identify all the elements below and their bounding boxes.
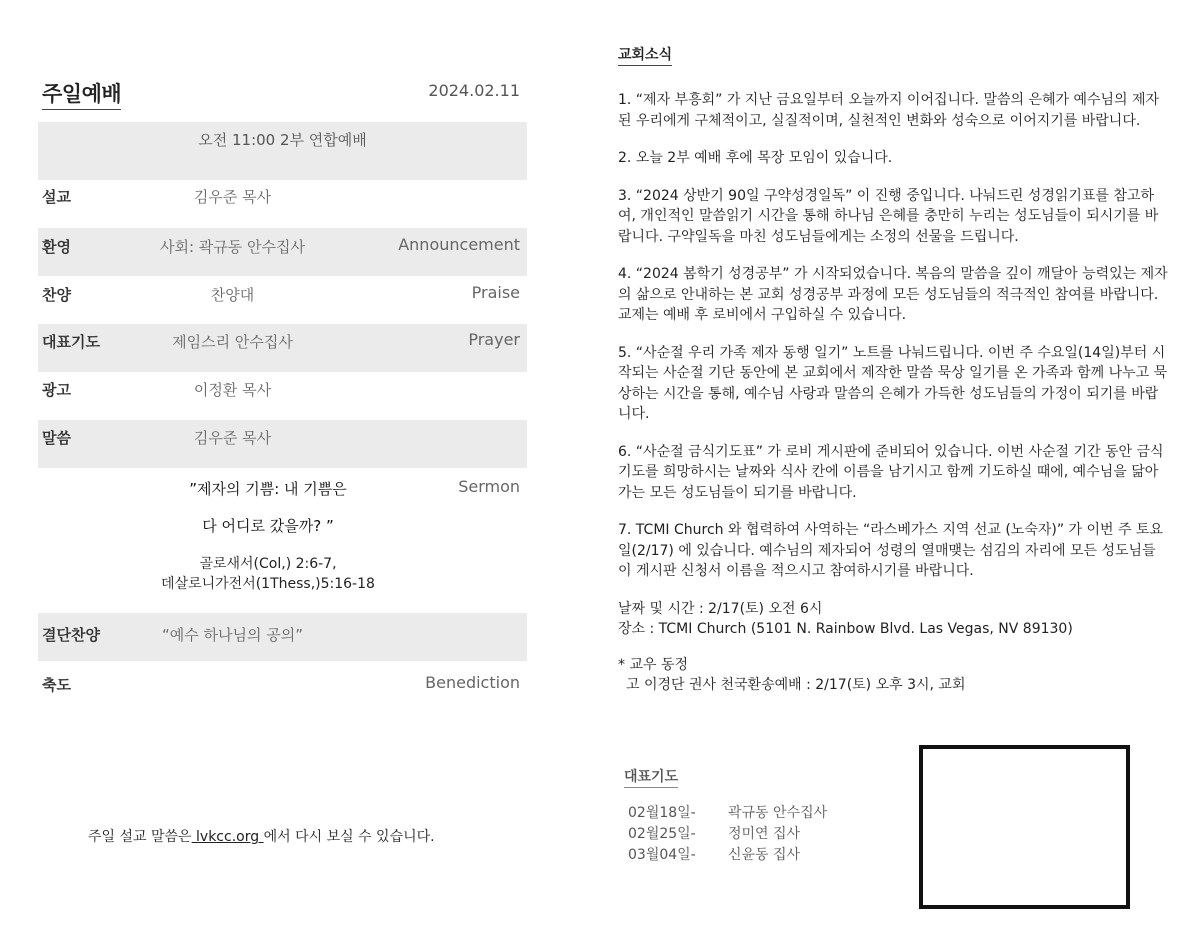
row-value: 이정환 목사 [193,381,272,399]
row-welcome [38,228,527,276]
prayer-leader: 신윤동 집사 [728,847,801,863]
row-label: 환영 [42,238,71,256]
news-item-5: 5. “사순절 우리 가족 제자 동행 일기” 노트를 나눠드립니다. 이번 주 수요일(14일)부터 시작되는 사순절 기단 동안에 본 교회에서 제작한 말씀 묵상 일기를 온 가족과 함께 나누고 묵상하는 시간을 통해, 예수님 사랑과 말씀의 은혜가 가득한 성도님들의 가정이 되기를 바랍니다. [618,344,1168,422]
news-item-2: 2. 오늘 2부 예배 후에 목장 모임이 있습니다. [618,150,893,166]
news-list [618,90,1168,696]
row-label: 광고 [42,381,71,399]
prayer-schedule-title: 대표기도 [624,766,678,788]
service-time-band [38,122,527,180]
row-label: 말씀 [42,429,71,447]
prayer-date: 03월04일- [628,847,696,863]
news-item-7: 7. TCMI Church 와 협력하여 사역하는 “라스베가스 지역 선교 (노숙자)” 가 이번 주 토요일(2/17) 에 있습니다. 예수님의 제자되어 성령의 열매맺는 섬김의 자리에 모든 성도님들이 게시판 신청서 이름을 적으시고 참여하시기를 바랍니다. [618,522,1164,579]
row-value: “예수 하나님의 공의” [162,626,303,644]
row-label: 설교 [42,188,71,206]
row-announcements [38,372,527,420]
event-place: 장소 : TCMI Church (5101 N. Rainbow Blvd. Las Vegas, NV 89130) [618,621,1073,637]
sermon-title-line1: ”제자의 기쁨: 내 기쁨은 [189,480,347,498]
row-praise [38,277,527,325]
sermon-title-line2: 다 어디로 갔을까? ” [202,517,334,535]
row-label: 찬양 [42,286,71,304]
prayer-schedule-row [628,845,827,866]
row-value: 김우준 목사 [193,429,272,447]
website-link[interactable]: lvkcc.org [191,829,264,845]
news-title: 교회소식 [618,44,672,66]
prayer-leader: 곽규동 안수집사 [728,805,828,821]
row-label: 축도 [42,676,71,694]
prayer-date: 02월25일- [628,826,696,842]
row-value: 김우준 목사 [193,188,272,206]
event-time: 날짜 및 시간 : 2/17(토) 오전 6시 [618,600,823,617]
row-english: Prayer [468,330,520,349]
scripture-ref-line2: 데살로니가전서(1Thess,)5:16-18 [161,576,375,592]
row-english: Benediction [425,673,520,692]
sermon-english-label: Sermon [458,477,520,496]
news-item-6: 6. “사순절 금식기도표” 가 로비 게시판에 준비되어 있습니다. 이번 사순절 기간 동안 금식기도를 희망하시는 날짜와 식사 칸에 이름을 남기시고 함께 기도하실 때에, 예수님을 닮아가는 모든 성도님들이 되기를 바랍니다. [618,443,1164,501]
footer-note [88,826,435,846]
row-sermon-speaker [38,173,527,221]
row-label: 결단찬양 [42,626,100,644]
row-prayer [38,324,527,372]
scripture-ref-line1: 골로새서(Col,) 2:6-7, [199,556,337,572]
page-title: 주일예배 [42,78,121,110]
qr-code-placeholder [919,745,1130,909]
news-item-4: 4. “2024 봄학기 성경공부” 가 시작되었습니다. 복음의 말씀을 깊이 깨달아 능력있는 제자의 삶으로 안내하는 본 교회 성경공부 과정에 모든 성도님들의 적극적인 참여를 바랍니다. 교제는 예배 후 로비에서 구입하실 수 있습니다. [618,266,1168,323]
row-label: 대표기도 [42,333,100,351]
prayer-leader: 정미연 집사 [728,826,801,842]
member-news-heading: * 교우 동정 [618,656,688,673]
row-response-hymn [38,613,527,661]
prayer-schedule [628,803,827,866]
prayer-schedule-row [628,803,827,824]
member-news-item: 고 이경단 권사 천국환송예배 : 2/17(토) 오후 3시, 교회 [626,677,966,693]
member-news [618,655,1168,696]
row-word [38,420,527,468]
row-english: Praise [471,283,520,302]
service-date: 2024.02.11 [428,81,520,100]
prayer-schedule-row [628,824,827,845]
event-details [618,599,1168,640]
footer-text-before: 주일 설교 말씀은 [88,829,192,845]
news-item-3: 3. “2024 상반기 90일 구약성경일독” 이 진행 중입니다. 나눠드린 성경읽기표를 참고하여, 개인적인 말씀읽기 시간을 통해 하나님 은혜를 충만히 누리는 성도님들이 되시기를 바랍니다. 구약일독을 마친 성도님들에게는 소정의 선물을 드립니다. [618,187,1159,245]
news-item-1: 1. “제자 부흥회” 가 지난 금요일부터 오늘까지 이어집니다. 말씀의 은혜가 예수님의 제자된 우리에게 구체적이고, 실질적이며, 실천적인 변화와 성숙으로 이어지기를 바랍니다. [618,92,1160,129]
prayer-date: 02월18일- [628,805,696,821]
row-value: 사회: 곽규동 안수집사 [159,238,305,256]
footer-text-after: 에서 다시 보실 수 있습니다. [263,829,435,845]
row-benediction [38,664,527,712]
row-value: 제임스리 안수집사 [172,333,293,351]
service-time: 오전 11:00 2부 연합예배 [198,131,367,149]
row-value: 찬양대 [210,286,255,304]
row-english: Announcement [398,235,520,254]
